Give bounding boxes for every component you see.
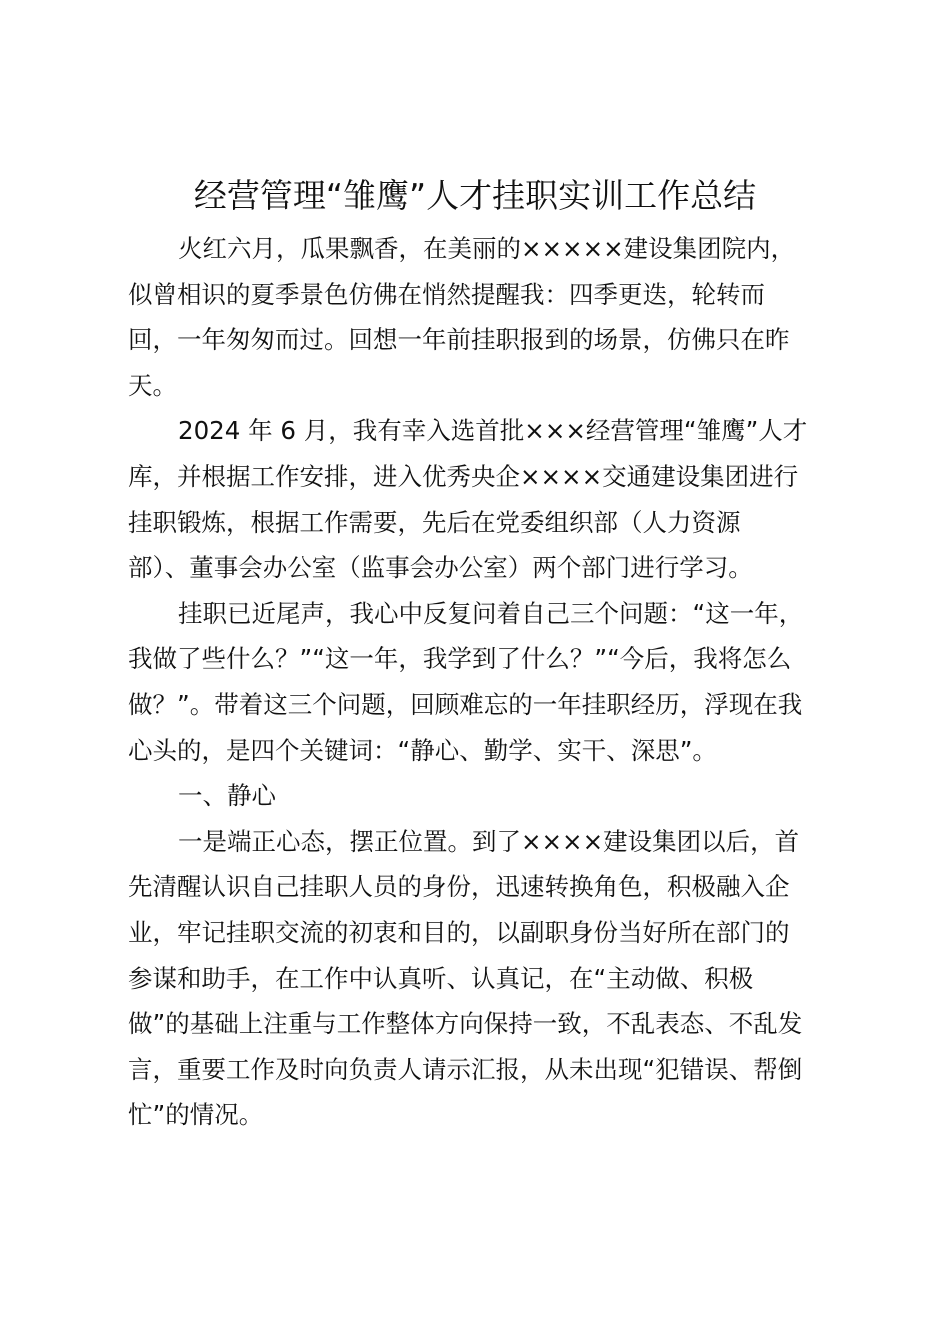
document-body [128,226,828,1138]
paragraph-line: 挂职锻炼，根据工作需要，先后在党委组织部（人力资源 [128,507,741,537]
paragraph-line: 做？”。带着这三个问题，回顾难忘的一年挂职经历，浮现在我 [128,689,803,719]
paragraph-line: 火红六月，瓜果飘香，在美丽的×××××建设集团院内， [178,234,796,263]
paragraph-line: 先清醒认识自己挂职人员的身份，迅速转换角色，积极融入企 [128,872,790,902]
paragraph-line: 忙”的情况。 [128,1100,264,1130]
paragraph-line: 天。 [128,370,177,400]
paragraph-background [128,408,828,590]
section-heading-text: 一、静心 [178,781,276,811]
paragraph-line: 做”的基础上注重与工作整体方向保持一致，不乱表态、不乱发 [128,1009,803,1039]
paragraph-line: 库，并根据工作安排，进入优秀央企××××交通建设集团进行 [128,461,799,491]
paragraph-line: 似曾相识的夏季景色仿佛在悄然提醒我：四季更迭，轮转而 [128,279,765,309]
section-heading [128,773,828,819]
paragraph-section-one [128,819,828,1138]
paragraph-line: 我做了些什么？”“这一年，我学到了什么？”“今后，我将怎么 [128,644,792,674]
paragraph-line: 参谋和助手，在工作中认真听、认真记，在“主动做、积极 [128,963,754,993]
paragraph-line: 回，一年匆匆而过。回想一年前挂职报到的场景，仿佛只在昨 [128,325,790,355]
paragraph-line: 2024 年 6 月，我有幸入选首批×××经营管理“雏鹰”人才 [178,416,808,446]
paragraph-line: 言，重要工作及时向负责人请示汇报，从未出现“犯错误、帮倒 [128,1054,803,1084]
paragraph-intro [128,226,828,408]
paragraph-line: 心头的，是四个关键词：“静心、勤学、实干、深思”。 [128,735,717,765]
paragraph-line: 业，牢记挂职交流的初衷和目的，以副职身份当好所在部门的 [128,917,790,947]
document-title: 经营管理“雏鹰”人才挂职实训工作总结 [193,176,757,215]
paragraph-questions [128,591,828,773]
paragraph-line: 部）、董事会办公室（监事会办公室）两个部门进行学习。 [128,553,753,583]
paragraph-line: 一是端正心态，摆正位置。到了××××建设集团以后，首 [178,826,800,856]
paragraph-line: 挂职已近尾声，我心中反复问着自己三个问题：“这一年， [178,598,804,628]
